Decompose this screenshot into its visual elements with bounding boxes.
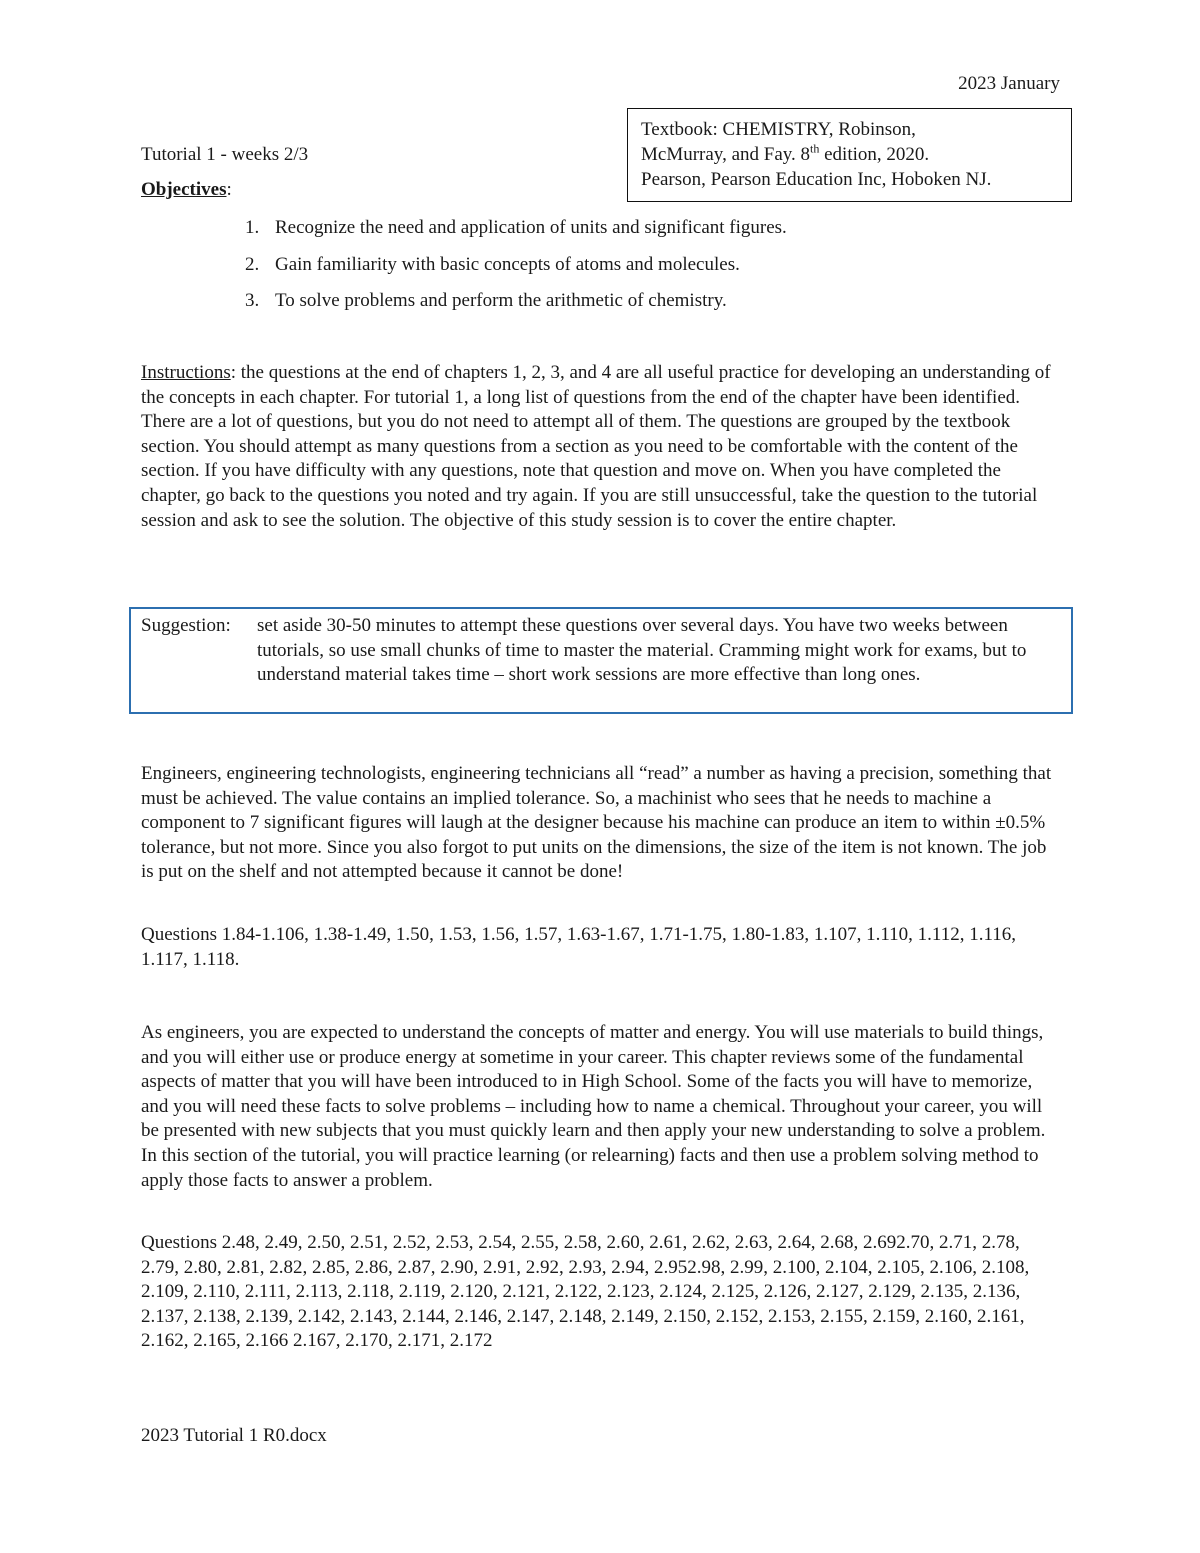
suggestion-label: Suggestion: <box>141 615 231 636</box>
objective-item: 1. Recognize the need and application of units and significant figures. <box>245 217 787 238</box>
footer-filename: 2023 Tutorial 1 R0.docx <box>141 1425 327 1446</box>
objectives-list <box>245 216 1105 326</box>
section2-paragraph: As engineers, you are expected to understand the concepts of matter and energy. You will use materials to build things, and you will either use or produce energy at sometime in your career. This chapter reviews some of the fundamental aspects of matter that you will have been introduced to in High School. Some of the facts you will have to memorize, and you will need these facts to solve problems – including how to name a chemical. Throughout your career, you will be presented with new subjects that you must quickly learn and then apply your new understanding to solve a problem. In this section of the tutorial, you will practice learning (or relearning) facts and then use a problem solving method to apply those facts to answer a problem. <box>141 1022 1046 1191</box>
instructions-paragraph: Instructions: the questions at the end of chapters 1, 2, 3, and 4 are all useful practice for developing an understanding of the concepts in each chapter. For tutorial 1, a long list of questions from the end of the chapter have been identified. There are a lot of questions, but you do not need to attempt all of them. The questions are grouped by the textbook section. You should attempt as many questions from a section as you need to be comfortable with the content of the section. If you have difficulty with any questions, note that question and move on. When you have completed the chapter, go back to the questions you noted and try again. If you are still unsuccessful, take the question to the tutorial session and ask to see the solution. The objective of this study session is to cover the entire chapter. <box>141 362 1051 531</box>
objectives-heading: Objectives: <box>141 179 232 200</box>
objective-item: 3. To solve problems and perform the arithmetic of chemistry. <box>245 290 727 311</box>
textbook-line-2: McMurray, and Fay. 8th edition, 2020. <box>641 141 930 165</box>
instructions-label: Instructions <box>141 362 231 383</box>
textbook-line-1: Textbook: CHEMISTRY, Robinson, <box>641 119 916 140</box>
objective-item: 2. Gain familiarity with basic concepts of atoms and molecules. <box>245 253 740 275</box>
section1-questions: Questions 1.84-1.106, 1.38-1.49, 1.50, 1.53, 1.56, 1.57, 1.63-1.67, 1.71-1.75, 1.80-1.83, 1.107, 1.110, 1.112, 1.116, 1.117, 1.118. <box>141 924 1017 970</box>
textbook-line-3: Pearson, Pearson Education Inc, Hoboken NJ. <box>641 169 992 190</box>
section1-paragraph: Engineers, engineering technologists, engineering technicians all “read” a number as having a precision, something that must be achieved. The value contains an implied tolerance. So, a machinist who sees that he needs to machine a component to 7 significant figures will laugh at the designer because his machine can produce an item to within ±0.5% tolerance, but not more. Since you also forgot to put units on the dimensions, the size of the item is not known. The job is put on the shelf and not attempted because it cannot be done! <box>141 763 1052 883</box>
section2-questions: Questions 2.48, 2.49, 2.50, 2.51, 2.52, 2.53, 2.54, 2.55, 2.58, 2.60, 2.61, 2.62, 2.63, 2.64, 2.68, 2.692.70, 2.71, 2.78, 2.79, 2.80, 2.81, 2.82, 2.85, 2.86, 2.87, 2.90, 2.91, 2.92, 2.93, 2.94, 2.952.98, 2.99, 2.100, 2.104, 2.105, 2.106, 2.108, 2.109, 2.110, 2.111, 2.113, 2.118, 2.119, 2.120, 2.121, 2.122, 2.123, 2.124, 2.125, 2.126, 2.127, 2.129, 2.135, 2.136, 2.137, 2.138, 2.139, 2.142, 2.143, 2.144, 2.146, 2.147, 2.148, 2.149, 2.150, 2.152, 2.153, 2.155, 2.159, 2.160, 2.161, 2.162, 2.165, 2.166 2.167, 2.170, 2.171, 2.172 <box>141 1232 1030 1352</box>
textbook-reference-box <box>627 108 1072 202</box>
header-date: 2023 January <box>958 73 1060 94</box>
suggestion-text: set aside 30-50 minutes to attempt these questions over several days. You have two weeks between tutorials, so use small chunks of time to master the material. Cramming might work for exams, but to understand material takes time – short work sessions are more effective than long ones. <box>257 615 1027 686</box>
suggestion-box <box>129 607 1073 714</box>
tutorial-title: Tutorial 1 - weeks 2/3 <box>141 144 309 165</box>
